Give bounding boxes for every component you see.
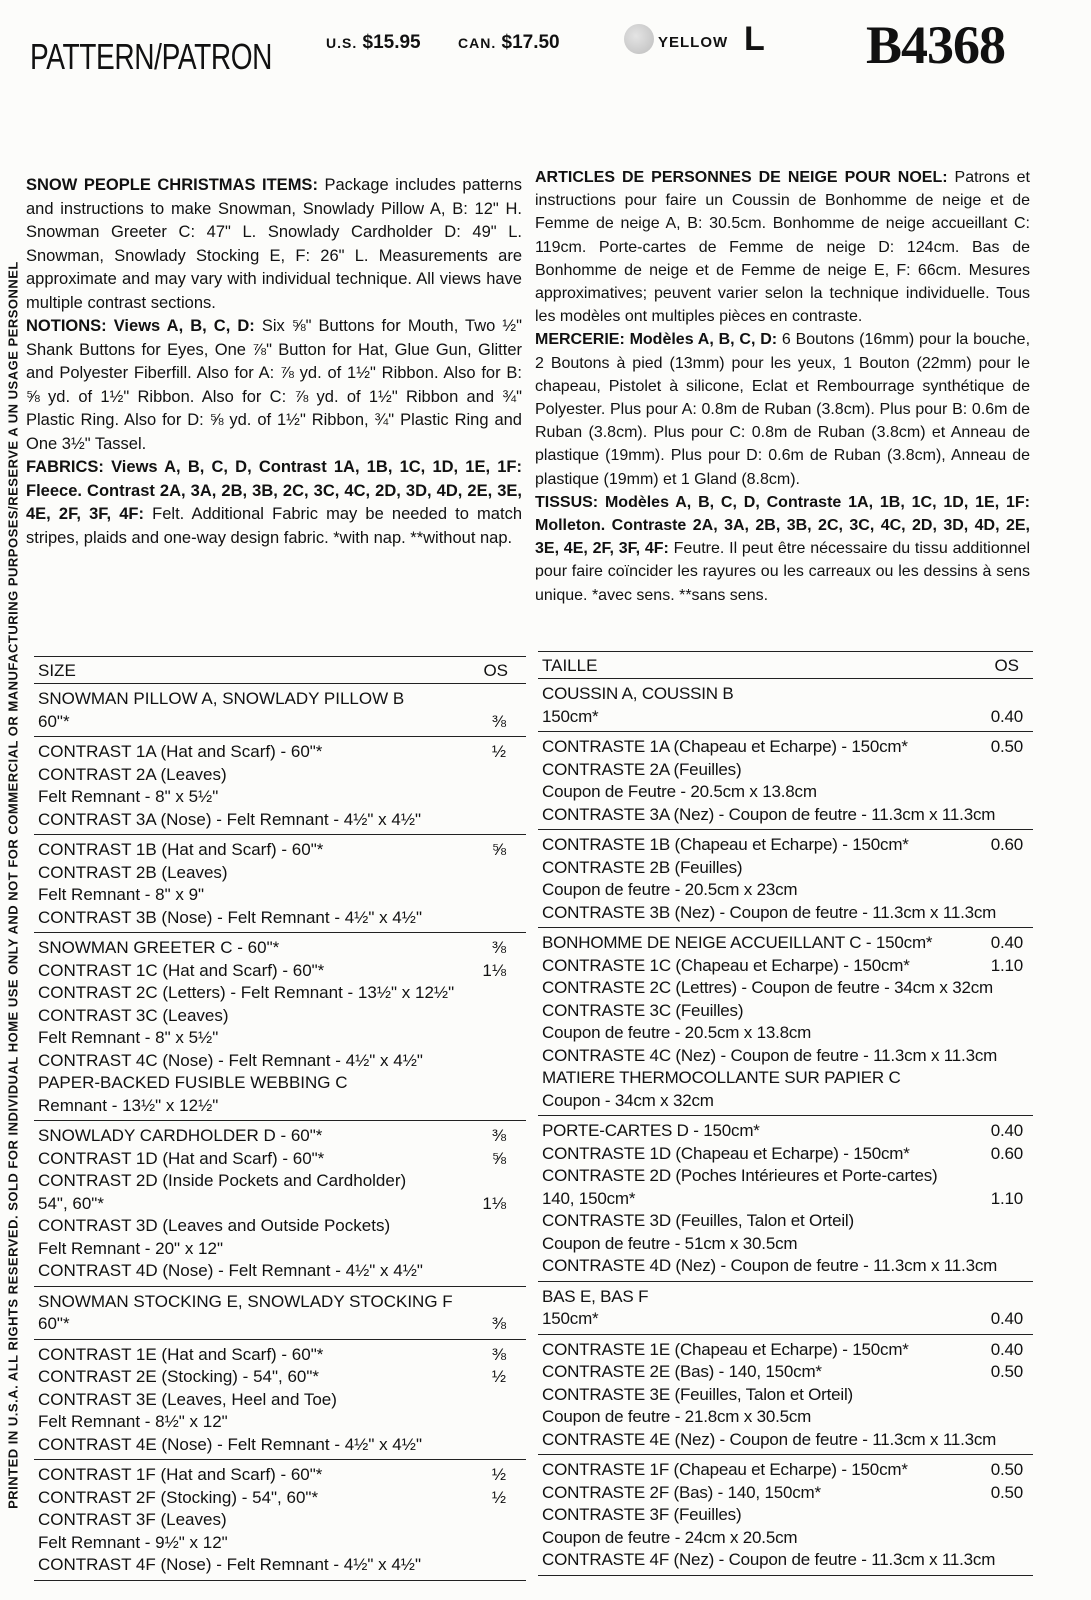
row-label: CONTRAST 1C (Hat and Scarf) - 60"*: [38, 960, 325, 980]
row-label: MATIERE THERMOCOLLANTE SUR PAPIER C: [542, 1068, 901, 1087]
table-row: [34, 764, 526, 787]
table-row: [538, 1045, 1033, 1068]
row-value: 0.40: [990, 933, 1023, 952]
row-label: SNOWLADY CARDHOLDER D - 60"*: [38, 1126, 323, 1145]
table-row: [538, 781, 1033, 804]
side-legal-text: [0, 190, 28, 1580]
row-label: BAS E, BAS F: [542, 1286, 649, 1306]
table-row: [34, 809, 526, 832]
row-value: ⅜: [491, 1344, 506, 1364]
table-row: [34, 839, 526, 862]
table-row: [34, 741, 526, 764]
desc-fr-fabrics-label: TISSUS: Modèles A, B, C, D, Contraste 1A, 1B, 1C, 1D, 1E, 1F: Molleton. Contraste 2A, 3A, 2B, 3B, 2C, 3C, 4C, 2D, 3D, 4D, 2E, 3E, 4E, 2F, 3F, 4F:: [535, 493, 1030, 558]
row-label: CONTRASTE 1C (Chapeau et Echarpe) - 150cm*: [542, 955, 910, 975]
row-value: ⅝: [491, 840, 506, 859]
row-label: CONTRAST 3F (Leaves): [38, 1510, 227, 1529]
table-row: [538, 1286, 1033, 1309]
table-row: [538, 706, 1033, 729]
table-group: [34, 1287, 526, 1340]
table-group: [538, 679, 1033, 732]
table-row: [538, 804, 1033, 827]
table-row: [34, 1464, 526, 1487]
row-label: BONHOMME DE NEIGE ACCUEILLANT C - 150cm*: [542, 933, 933, 952]
table-row: [34, 1487, 526, 1510]
row-label: Coupon - 34cm x 32cm: [542, 1090, 714, 1110]
row-label: Coupon de feutre - 21.8cm x 30.5cm: [542, 1407, 812, 1426]
table-group: [34, 1460, 526, 1581]
table-row: [34, 1193, 526, 1216]
row-label: CONTRASTE 2C (Lettres) - Coupon de feutre - 34cm x 32cm: [542, 978, 993, 997]
table-row: [538, 1361, 1033, 1384]
row-label: CONTRAST 3A (Nose) - Felt Remnant - 4½" x 4½": [38, 809, 422, 829]
row-label: CONTRASTE 2E (Bas) - 140, 150cm*: [542, 1362, 822, 1381]
table-group: [538, 1335, 1033, 1456]
table-row: [34, 1170, 526, 1193]
row-label: CONTRASTE 4F (Nez) - Coupon de feutre - 11.3cm x 11.3cm: [542, 1550, 996, 1569]
can-price: [458, 32, 560, 54]
row-label: CONTRASTE 1F (Chapeau et Echarpe) - 150cm*: [542, 1460, 908, 1479]
table-group: [538, 928, 1033, 1116]
row-label: SNOWMAN PILLOW A, SNOWLADY PILLOW B: [38, 689, 405, 708]
row-label: CONTRAST 1D (Hat and Scarf) - 60"*: [38, 1148, 325, 1168]
table-group: [34, 933, 526, 1121]
table-row: [34, 1344, 526, 1367]
row-label: Coupon de feutre - 20.5cm x 13.8cm: [542, 1023, 812, 1042]
row-label: CONTRAST 4C (Nose) - Felt Remnant - 4½" x 4½": [38, 1050, 423, 1070]
table-row: [34, 1260, 526, 1283]
row-label: CONTRAST 2E (Stocking) - 54", 60"*: [38, 1367, 320, 1386]
row-value: ½: [491, 1367, 506, 1386]
table-row: [34, 1215, 526, 1238]
desc-en-intro: Package includes patterns and instructions to make Snowman, Snowlady Pillow A, B: 12" H. Snowman Greeter C: 47" L. Snowlady Cardholder D: 49" L. Snowman, Snowlady Stocking E, F: 26" L. Measurements are approximate and may vary with individual technique. All views have multiple contrast sections.: [26, 176, 522, 312]
row-label: 140, 150cm*: [542, 1188, 636, 1208]
row-label: Felt Remnant - 9½" x 12": [38, 1532, 228, 1552]
col-size-header: SIZE: [38, 661, 76, 680]
table-group: [34, 1121, 526, 1287]
table-group: [34, 737, 526, 835]
table-row: [34, 1238, 526, 1261]
table-row: [538, 1429, 1033, 1452]
table-row: [538, 1482, 1033, 1505]
table-row: [34, 1434, 526, 1457]
row-label: CONTRAST 3E (Leaves, Heel and Toe): [38, 1389, 337, 1409]
table-row: [538, 1233, 1033, 1256]
row-label: Felt Remnant - 8" x 9": [38, 885, 205, 904]
table-row: [538, 1459, 1033, 1482]
row-value: 0.50: [990, 1482, 1023, 1502]
row-value: 1⅛: [482, 960, 506, 980]
row-value: ⅜: [491, 1126, 506, 1145]
header: [0, 0, 1091, 120]
row-value: 1⅛: [482, 1193, 506, 1213]
row-value: ⅜: [491, 938, 506, 957]
row-label: 54", 60"*: [38, 1193, 104, 1213]
table-row: [538, 1384, 1033, 1407]
row-label: COUSSIN A, COUSSIN B: [542, 684, 734, 703]
row-label: Felt Remnant - 8" x 5½": [38, 1028, 219, 1047]
table-group: [34, 684, 526, 737]
table-row: [538, 759, 1033, 782]
row-label: CONTRAST 3C (Leaves): [38, 1005, 229, 1025]
row-label: CONTRASTE 1A (Chapeau et Echarpe) - 150cm*: [542, 737, 908, 756]
row-label: CONTRAST 4F (Nose) - Felt Remnant - 4½" x 4½": [38, 1555, 422, 1574]
table-row: [538, 1000, 1033, 1023]
table-row: [34, 1005, 526, 1028]
desc-en-fabrics: Felt. Additional Fabric may be needed to match stripes, plaids and one-way design fabric. *with nap. **without nap.: [26, 505, 522, 547]
description-fr: [535, 166, 1030, 607]
table-row: [34, 786, 526, 809]
row-label: CONTRAST 4E (Nose) - Felt Remnant - 4½" x 4½": [38, 1434, 422, 1454]
table-row: [34, 711, 526, 734]
row-label: 60"*: [38, 711, 70, 731]
row-label: SNOWMAN STOCKING E, SNOWLADY STOCKING F: [38, 1291, 453, 1311]
yardage-table-en: [34, 656, 526, 1581]
row-label: CONTRAST 2D (Inside Pockets and Cardholder): [38, 1171, 407, 1190]
row-value: 0.50: [990, 1460, 1023, 1479]
table-row: [538, 857, 1033, 880]
col-size-header: TAILLE: [542, 656, 598, 675]
row-label: Coupon de feutre - 24cm x 20.5cm: [542, 1527, 798, 1547]
table-row: [34, 1411, 526, 1434]
table-row: [34, 862, 526, 885]
yardage-table-fr: [538, 651, 1033, 1576]
table-group: [538, 830, 1033, 928]
row-value: ⅜: [491, 711, 506, 731]
table-row: [34, 1291, 526, 1314]
table-row: [538, 1339, 1033, 1362]
table-row: [34, 1509, 526, 1532]
table-group: [538, 1116, 1033, 1282]
row-value: 0.50: [990, 737, 1023, 756]
row-label: Remnant - 13½" x 12½": [38, 1095, 219, 1115]
row-value: ½: [491, 1487, 506, 1507]
row-label: CONTRASTE 3C (Feuilles): [542, 1000, 744, 1020]
table-row: [34, 884, 526, 907]
row-value: 1.10: [990, 955, 1023, 975]
us-label: U.S.: [326, 35, 358, 51]
row-value: 1.10: [990, 1188, 1023, 1208]
row-label: Felt Remnant - 8" x 5½": [38, 787, 219, 806]
side-legal-label: PRINTED IN U.S.A. ALL RIGHTS RESERVED. SOLD FOR INDIVIDUAL HOME USE ONLY AND NOT FOR COMMERCIAL OR MANUFACTURING PURPOSES/RESERVE A UN USAGE PERSONNEL: [5, 261, 21, 1509]
table-row: [538, 1143, 1033, 1166]
us-price: [326, 32, 421, 54]
row-value: ½: [491, 742, 506, 761]
row-label: CONTRASTE 2B (Feuilles): [542, 857, 743, 877]
table-row: [34, 1072, 526, 1095]
table-header: [538, 651, 1033, 679]
desc-fr-title: ARTICLES DE PERSONNES DE NEIGE POUR NOEL:: [535, 169, 948, 186]
row-label: Felt Remnant - 20" x 12": [38, 1238, 223, 1258]
table-row: [538, 1165, 1033, 1188]
row-value: 0.50: [990, 1362, 1023, 1381]
table-row: [34, 937, 526, 960]
row-value: 0.40: [990, 706, 1023, 726]
row-label: CONTRAST 2C (Letters) - Felt Remnant - 13½" x 12½": [38, 983, 455, 1002]
table-group: [538, 1282, 1033, 1335]
table-row: [538, 1188, 1033, 1211]
row-label: CONTRASTE 3A (Nez) - Coupon de feutre - 11.3cm x 11.3cm: [542, 804, 996, 824]
row-label: CONTRAST 3B (Nose) - Felt Remnant - 4½" x 4½": [38, 907, 422, 927]
table-body: [538, 679, 1033, 1576]
table-row: [34, 1366, 526, 1389]
row-value: ⅜: [491, 1314, 506, 1333]
table-row: [538, 834, 1033, 857]
row-value: 0.40: [990, 1121, 1023, 1140]
row-label: CONTRAST 2B (Leaves): [38, 862, 228, 882]
desc-fr-intro: Patrons et instructions pour faire un Coussin de Bonhomme de neige et de Femme de neige A, B: 30.5cm. Bonhomme de neige accueillant C: 119cm. Porte-cartes de Femme de neige D: 124cm. Bas de Bonhomme de neige et de Femme de neige E, F: 66cm. Mesures approximatives; peuvent varier selon la technique individuelle. Tous les modèles ont multiples pièces en contraste.: [535, 169, 1030, 326]
row-value: 0.60: [990, 1143, 1023, 1163]
row-value: 0.40: [990, 1309, 1023, 1328]
table-row: [538, 977, 1033, 1000]
table-row: [538, 1527, 1033, 1550]
row-label: CONTRASTE 3F (Feuilles): [542, 1505, 742, 1524]
size-letter: L: [744, 20, 765, 58]
row-label: CONTRASTE 4E (Nez) - Coupon de feutre - 11.3cm x 11.3cm: [542, 1429, 997, 1449]
row-label: CONTRASTE 2D (Poches Intérieures et Porte-cartes): [542, 1166, 938, 1185]
row-label: Coupon de feutre - 51cm x 30.5cm: [542, 1233, 798, 1253]
row-label: CONTRASTE 3D (Feuilles, Talon et Orteil): [542, 1211, 854, 1230]
row-label: 150cm*: [542, 706, 599, 726]
table-row: [538, 1067, 1033, 1090]
table-row: [34, 1050, 526, 1073]
desc-fr-fabrics: Feutre. Il peut être nécessaire du tissu additionnel pour faire coïncider les rayures ou les carreaux ou les dessins à sens unique. *avec sens. **sans sens.: [535, 540, 1031, 604]
row-value: 0.40: [990, 1339, 1023, 1359]
row-label: 60"*: [38, 1314, 70, 1333]
row-label: CONTRASTE 2F (Bas) - 140, 150cm*: [542, 1482, 821, 1502]
description-en: [26, 174, 522, 550]
table-row: [34, 1125, 526, 1148]
brand-title: PATTERN/PATRON: [30, 36, 273, 77]
row-label: CONTRASTE 1B (Chapeau et Echarpe) - 150cm*: [542, 835, 909, 854]
row-label: CONTRAST 2F (Stocking) - 54", 60"*: [38, 1487, 319, 1507]
desc-fr-notions-label: MERCERIE: Modèles A, B, C, D:: [535, 331, 778, 349]
row-label: CONTRAST 4D (Nose) - Felt Remnant - 4½" x 4½": [38, 1261, 423, 1280]
row-value: ½: [491, 1465, 506, 1484]
table-group: [538, 732, 1033, 830]
table-row: [34, 1095, 526, 1118]
table-row: [538, 736, 1033, 759]
col-os-header: OS: [994, 656, 1019, 675]
row-label: CONTRASTE 1D (Chapeau et Echarpe) - 150cm*: [542, 1143, 910, 1163]
table-row: [538, 1210, 1033, 1233]
table-row: [34, 1148, 526, 1171]
row-label: PORTE-CARTES D - 150cm*: [542, 1121, 760, 1140]
table-body: [34, 684, 526, 1581]
desc-fr-notions: 6 Boutons (16mm) pour la bouche, 2 Boutons à pied (13mm) pour les yeux, 1 Bouton (22mm) pour le chapeau, Pistolet à silicone, Eclat et Rembourrage synthétique de Polyester. Plus pour A: 0.8m de Ruban (3.8cm). Plus pour B: 0.6m de Ruban (3.8cm). Plus pour C: 0.8m de Ruban (3.8cm) et Anneau de plastique (19mm). Plus pour D: 0.6m de Ruban (3.8cm), Anneau de plastique (19mm) et 1 Gland (8.8cm).: [535, 331, 1031, 488]
row-label: 150cm*: [542, 1309, 599, 1328]
table-row: [34, 1554, 526, 1577]
table-group: [34, 1340, 526, 1461]
table-row: [538, 1255, 1033, 1278]
table-row: [34, 688, 526, 711]
row-label: CONTRASTE 3B (Nez) - Coupon de feutre - 11.3cm x 11.3cm: [542, 902, 997, 922]
desc-en-notions: Six ⅝" Buttons for Mouth, Two ½" Shank Buttons for Eyes, One ⅞" Button for Hat, Glue Gun, Glitter and Polyester Fiberfill. Also for A: ⅞ yd. of 1½" Ribbon. Also for B: ⅝ yd. of 1½" Ribbon. Also for C: ⅞ yd. of 1½" Ribbon and ¾" Plastic Ring. Also for D: ⅝ yd. of 1½" Ribbon, ¾" Plastic Ring and One 3½" Tassel.: [26, 317, 522, 453]
row-value: 0.60: [990, 835, 1023, 854]
table-row: [34, 960, 526, 983]
row-label: CONTRASTE 4C (Nez) - Coupon de feutre - 11.3cm x 11.3cm: [542, 1045, 998, 1065]
table-header: [34, 656, 526, 684]
table-row: [538, 932, 1033, 955]
us-price-value: $15.95: [362, 32, 421, 53]
row-label: CONTRAST 1B (Hat and Scarf) - 60"*: [38, 840, 324, 859]
row-label: CONTRASTE 2A (Feuilles): [542, 759, 742, 779]
table-group: [538, 1455, 1033, 1576]
row-value: ⅝: [491, 1148, 506, 1168]
table-row: [34, 1532, 526, 1555]
table-row: [34, 1027, 526, 1050]
table-row: [34, 982, 526, 1005]
color-dot-icon: [624, 24, 654, 54]
can-price-value: $17.50: [501, 32, 560, 53]
table-group: [34, 835, 526, 933]
table-row: [538, 1090, 1033, 1113]
row-label: CONTRASTE 4D (Nez) - Coupon de feutre - 11.3cm x 11.3cm: [542, 1256, 998, 1275]
row-label: PAPER-BACKED FUSIBLE WEBBING C: [38, 1073, 348, 1092]
row-label: CONTRASTE 3E (Feuilles, Talon et Orteil): [542, 1384, 853, 1404]
desc-en-fabrics-label: FABRICS: Views A, B, C, D, Contrast 1A, 1B, 1C, 1D, 1E, 1F: Fleece. Contrast 2A, 3A, 2B, 3B, 2C, 3C, 4C, 2D, 3D, 4D, 2E, 3E, 4E, 2F, 3F, 4F:: [26, 458, 522, 523]
desc-en-title: SNOW PEOPLE CHRISTMAS ITEMS:: [26, 176, 318, 194]
row-label: SNOWMAN GREETER C - 60"*: [38, 938, 280, 957]
row-label: CONTRAST 1A (Hat and Scarf) - 60"*: [38, 742, 323, 761]
row-label: CONTRAST 1F (Hat and Scarf) - 60"*: [38, 1465, 323, 1484]
table-row: [538, 1504, 1033, 1527]
table-row: [34, 907, 526, 930]
table-row: [538, 683, 1033, 706]
row-label: Felt Remnant - 8½" x 12": [38, 1412, 228, 1431]
color-label: YELLOW: [658, 34, 729, 51]
table-row: [538, 1406, 1033, 1429]
row-label: CONTRAST 3D (Leaves and Outside Pockets): [38, 1216, 391, 1235]
table-row: [538, 879, 1033, 902]
can-label: CAN.: [458, 35, 497, 51]
table-row: [538, 1120, 1033, 1143]
table-row: [538, 1308, 1033, 1331]
table-row: [538, 1022, 1033, 1045]
col-os-header: OS: [483, 661, 508, 680]
row-label: CONTRAST 1E (Hat and Scarf) - 60"*: [38, 1344, 324, 1364]
table-row: [34, 1389, 526, 1412]
row-label: Coupon de Feutre - 20.5cm x 13.8cm: [542, 782, 817, 801]
row-label: CONTRAST 2A (Leaves): [38, 764, 227, 784]
row-label: CONTRASTE 1E (Chapeau et Echarpe) - 150cm*: [542, 1339, 909, 1359]
table-row: [538, 902, 1033, 925]
table-row: [34, 1313, 526, 1336]
row-label: Coupon de feutre - 20.5cm x 23cm: [542, 880, 798, 899]
table-row: [538, 1549, 1033, 1572]
pattern-number: B4368: [866, 15, 1006, 75]
desc-en-notions-label: NOTIONS: Views A, B, C, D:: [26, 317, 255, 335]
table-row: [538, 955, 1033, 978]
